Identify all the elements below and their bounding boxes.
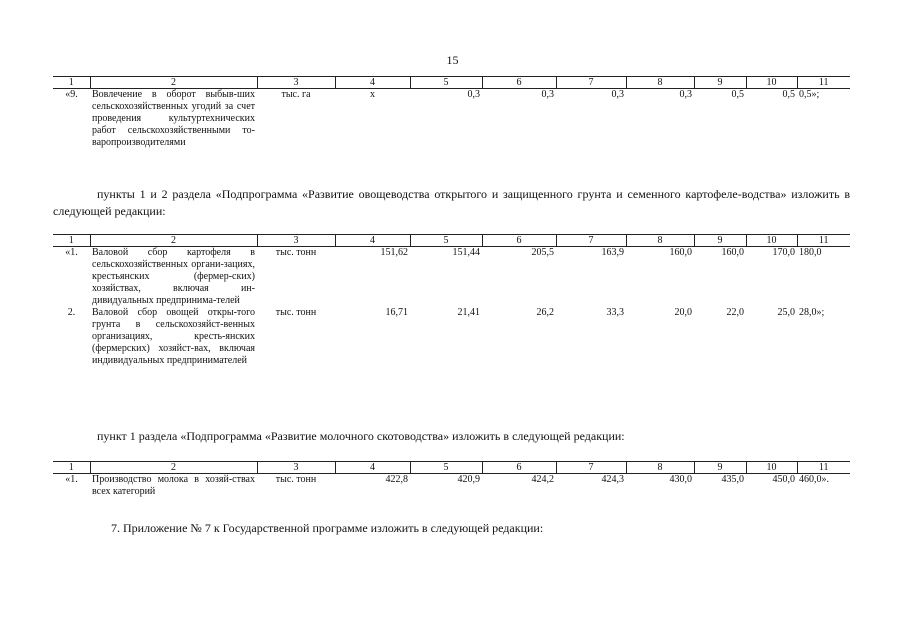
column-header: 3	[257, 235, 335, 247]
column-header: 11	[797, 77, 850, 89]
table-row	[53, 247, 850, 308]
row-unit: тыс. тонн	[275, 307, 317, 318]
row-value: 0,5»;	[799, 89, 820, 100]
table-header-row	[53, 77, 850, 89]
column-header: 1	[53, 77, 90, 89]
row-value: 0,5	[731, 89, 744, 100]
column-header: 3	[257, 77, 335, 89]
row-number: 2.	[67, 307, 76, 318]
paragraph-text: 7. Приложение № 7 к Государственной программе изложить в следующей редакции:	[111, 521, 544, 535]
column-header: 2	[90, 462, 257, 474]
row-value: 180,0	[799, 247, 822, 258]
row-value: 435,0	[721, 474, 744, 485]
table-row	[53, 307, 850, 367]
indicator-table-2	[53, 234, 850, 367]
row-value: 28,0»;	[799, 307, 825, 318]
row-value: 16,71	[385, 307, 408, 318]
row-value: 26,2	[536, 307, 554, 318]
column-header: 8	[626, 462, 694, 474]
row-value: 0,3	[611, 89, 624, 100]
column-header: 9	[694, 235, 746, 247]
row-value: 22,0	[726, 307, 744, 318]
row-number: «1.	[65, 247, 78, 258]
row-value: 21,41	[457, 307, 480, 318]
row-value: 25,0	[777, 307, 795, 318]
row-value: 450,0	[772, 474, 795, 485]
column-header: 8	[626, 235, 694, 247]
row-value: 160,0	[721, 247, 744, 258]
row-value: 424,2	[531, 474, 554, 485]
column-header: 3	[257, 462, 335, 474]
column-header: 5	[410, 77, 482, 89]
amendment-paragraph	[111, 520, 851, 537]
column-header: 2	[90, 77, 257, 89]
column-header: 4	[335, 77, 410, 89]
table-row	[53, 89, 850, 150]
row-value: 20,0	[674, 307, 692, 318]
column-header: 10	[746, 235, 797, 247]
column-header: 6	[482, 235, 556, 247]
row-unit: тыс. тонн	[275, 247, 317, 258]
table-header-row	[53, 235, 850, 247]
row-value: 33,3	[606, 307, 624, 318]
row-value: 170,0	[772, 247, 795, 258]
row-value: 420,9	[457, 474, 480, 485]
row-indicator-name: Вовлечение в оборот выбыв-ших сельскохозяйственных угодий за счет проведения культуртехнических работ сельскохозяйственными то-варопроизводителями	[92, 89, 255, 148]
row-value: 460,0».	[799, 474, 829, 485]
row-value: х	[370, 89, 375, 100]
column-header: 11	[797, 235, 850, 247]
column-header: 9	[694, 77, 746, 89]
row-unit: тыс. га	[281, 89, 311, 100]
row-indicator-name: Валовой сбор картофеля в сельскохозяйственных органи-зациях, крестьянских (фермер-ских) хозяйствах, включая ин-дивидуальных предпринима-телей	[92, 247, 255, 306]
row-value: 151,62	[380, 247, 408, 258]
row-value: 424,3	[601, 474, 624, 485]
column-header: 2	[90, 235, 257, 247]
column-header: 1	[53, 235, 90, 247]
column-header: 11	[797, 462, 850, 474]
row-number: «9.	[65, 89, 78, 100]
paragraph-text: пункт 1 раздела «Подпрограмма «Развитие молочного скотоводства» изложить в следующей редакции:	[97, 429, 625, 443]
column-header: 10	[746, 77, 797, 89]
column-header: 1	[53, 462, 90, 474]
row-value: 0,3	[467, 89, 480, 100]
column-header: 4	[335, 462, 410, 474]
column-header: 4	[335, 235, 410, 247]
row-value: 0,3	[679, 89, 692, 100]
row-value: 163,9	[601, 247, 624, 258]
table-header-row	[53, 462, 850, 474]
row-value: 430,0	[669, 474, 692, 485]
row-indicator-name: Производство молока в хозяй-ствах всех категорий	[92, 474, 255, 497]
column-header: 8	[626, 77, 694, 89]
page-number: 15	[446, 53, 459, 67]
column-header: 6	[482, 77, 556, 89]
column-header: 9	[694, 462, 746, 474]
amendment-paragraph	[97, 428, 857, 445]
row-value: 0,3	[541, 89, 554, 100]
column-header: 6	[482, 462, 556, 474]
row-value: 422,8	[385, 474, 408, 485]
column-header: 7	[556, 462, 626, 474]
row-value: 160,0	[669, 247, 692, 258]
column-header: 5	[410, 462, 482, 474]
column-header: 10	[746, 462, 797, 474]
table-row	[53, 474, 850, 499]
row-value: 0,5	[782, 89, 795, 100]
amendment-paragraph	[53, 186, 850, 220]
paragraph-text: пункты 1 и 2 раздела «Подпрограмма «Развитие овощеводства открытого и защищенного грунта и семенного картофеле-водства» изложить в следующей редакции:	[53, 187, 850, 218]
indicator-table-1	[53, 76, 850, 149]
row-value: 151,44	[452, 247, 480, 258]
row-indicator-name: Валовой сбор овощей откры-того грунта в сельскохозяйст-венных организациях, кресть-янских (фермерских) хозяйст-вах, включая индивидуальных предпринимателей	[92, 307, 255, 366]
column-header: 7	[556, 235, 626, 247]
row-unit: тыс. тонн	[275, 474, 317, 485]
column-header: 7	[556, 77, 626, 89]
row-value: 205,5	[531, 247, 554, 258]
indicator-table-3	[53, 461, 850, 498]
column-header: 5	[410, 235, 482, 247]
row-number: «1.	[65, 474, 78, 485]
